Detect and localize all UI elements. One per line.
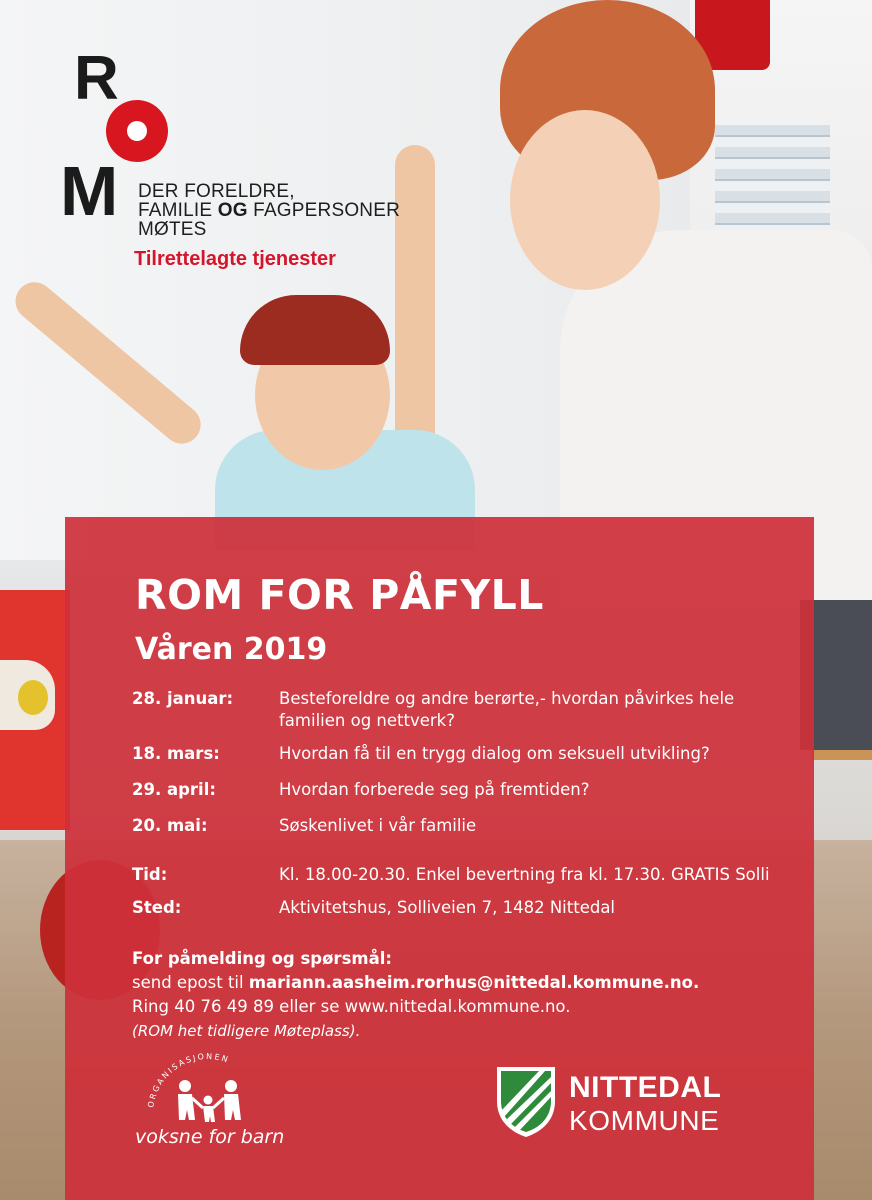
time-label: Tid: <box>132 865 168 884</box>
time-value: Kl. 18.00-20.30. Enkel bevertning fra kl. 17.30. GRATIS Solli <box>279 865 770 884</box>
tagline: Tilrettelagte tjenester <box>134 248 336 270</box>
schedule-date: 29. april: <box>132 780 216 799</box>
schedule-date: 18. mars: <box>132 744 220 763</box>
schedule-topic: Besteforeldre og andre berørte,- hvordan påvirkes hele familien og nettverk? <box>279 689 735 730</box>
logo-text-line2: FAMILIE OG FAGPERSONER <box>138 200 401 221</box>
nittedal-kommune-logo <box>495 1065 722 1143</box>
place-value: Aktivitetshus, Solliveien 7, 1482 Nittedal <box>279 898 616 917</box>
org-name: voksne for barn <box>135 1126 285 1148</box>
nittedal-shield-icon <box>495 1065 557 1139</box>
contact-email-link[interactable]: mariann.aasheim.rorhus@nittedal.kommune.no. <box>248 973 700 992</box>
voksne-for-barn-figures-icon <box>135 1052 280 1132</box>
municipality-sub: KOMMUNE <box>569 1105 720 1136</box>
org-arc-text: ORGANISASJONEN <box>146 1052 231 1109</box>
municipality-name: NITTEDAL <box>569 1071 722 1104</box>
place-label: Sted: <box>132 898 182 917</box>
contact-block <box>132 947 792 1043</box>
schedule-topic: Søskenlivet i vår familie <box>279 816 477 835</box>
contact-email-line: send epost til mariann.aasheim.rorhus@nittedal.kommune.no. <box>132 973 700 992</box>
photo-girl-headband <box>240 295 390 365</box>
logo-letter-m: M <box>60 152 119 230</box>
contact-note: (ROM het tidligere Møteplass). <box>132 1022 361 1040</box>
contact-heading: For påmelding og spørsmål: <box>132 949 392 968</box>
schedule-date: 20. mai: <box>132 816 208 835</box>
event-subtitle: Våren 2019 <box>135 632 328 667</box>
voksne-for-barn-logo <box>135 1052 285 1157</box>
schedule-topic: Hvordan forberede seg på fremtiden? <box>279 780 590 799</box>
photo-woman-face <box>510 110 660 290</box>
photo-girl-right-arm <box>395 145 435 475</box>
schedule-topic: Hvordan få til en trygg dialog om seksuell utvikling? <box>279 744 710 763</box>
logo-text-line1: DER FORELDRE, <box>138 181 295 202</box>
logo-text <box>138 182 400 239</box>
logo-letter-r: R <box>74 44 119 113</box>
logo-text-line3: MØTES <box>138 219 207 240</box>
background-books <box>715 125 830 235</box>
info-panel <box>65 517 814 1200</box>
background-elephant-ear <box>18 680 48 715</box>
event-title: ROM FOR PÅFYLL <box>135 571 544 619</box>
contact-phone-line: Ring 40 76 49 89 eller se www.nittedal.kommune.no. <box>132 997 571 1016</box>
schedule-date: 28. januar: <box>132 689 234 708</box>
